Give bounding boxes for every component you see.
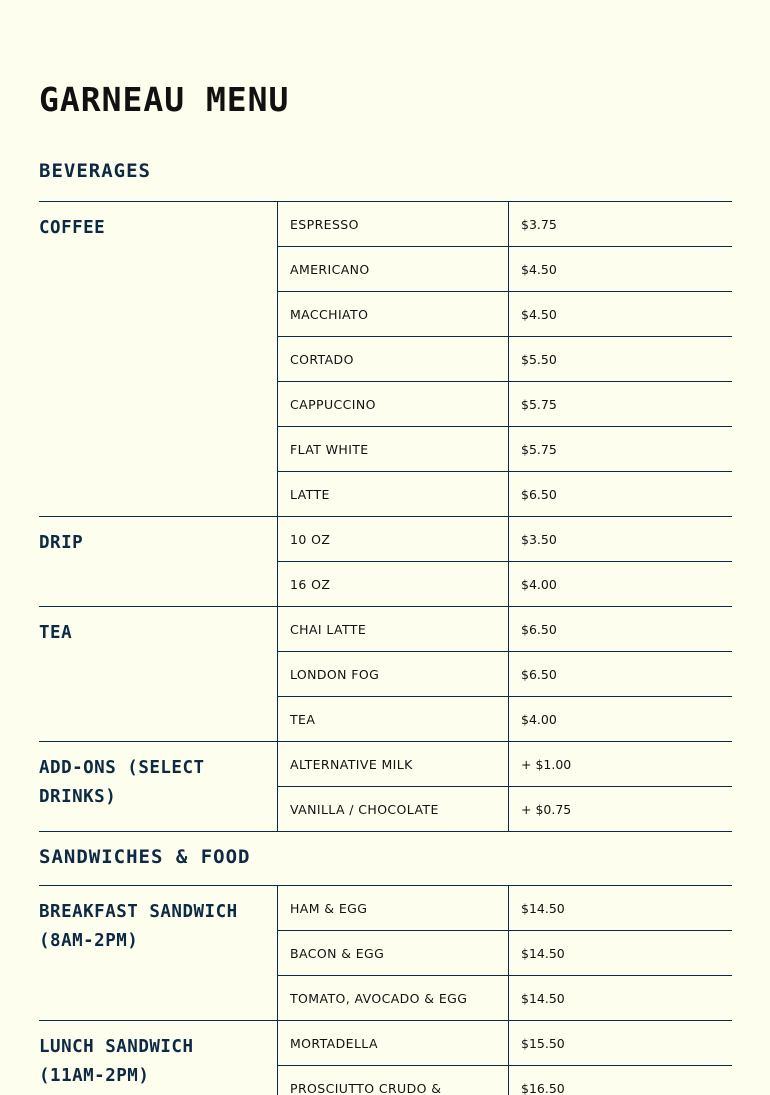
item-price: $6.50 <box>509 472 733 517</box>
item-price: + $1.00 <box>509 742 733 787</box>
item-name: ESPRESSO <box>278 202 509 247</box>
item-name: PROSCIUTTO CRUDO & <box>278 1066 509 1095</box>
item-price: $5.75 <box>509 427 733 472</box>
item-price: $4.00 <box>509 562 733 607</box>
item-name: 10 OZ <box>278 517 509 562</box>
item-name: VANILLA / CHOCOLATE <box>278 787 509 832</box>
beverages-table <box>39 201 732 832</box>
item-price: $16.50 <box>509 1066 733 1095</box>
category-drip: DRIP <box>39 517 278 607</box>
item-price: $6.50 <box>509 652 733 697</box>
sandwiches-food-table <box>39 885 732 1095</box>
item-price: $6.50 <box>509 607 733 652</box>
page-title: GARNEAU MENU <box>39 80 290 119</box>
section-title-beverages: BEVERAGES <box>39 160 151 182</box>
item-name: BACON & EGG <box>278 931 509 976</box>
item-price: $4.00 <box>509 697 733 742</box>
item-name: TEA <box>278 697 509 742</box>
item-price: $5.50 <box>509 337 733 382</box>
item-price: $4.50 <box>509 247 733 292</box>
item-price: $3.75 <box>509 202 733 247</box>
category-add-ons-select-drinks: ADD-ONS (SELECT DRINKS) <box>39 742 278 832</box>
category-breakfast-sandwich-8am-2pm: BREAKFAST SANDWICH (8AM-2PM) <box>39 886 278 1021</box>
item-price: + $0.75 <box>509 787 733 832</box>
item-name: TOMATO, AVOCADO & EGG <box>278 976 509 1021</box>
item-name: CORTADO <box>278 337 509 382</box>
item-name: LATTE <box>278 472 509 517</box>
category-lunch-sandwich-11am-2pm: LUNCH SANDWICH (11AM-2PM) <box>39 1021 278 1095</box>
item-price: $14.50 <box>509 886 733 931</box>
item-price: $14.50 <box>509 931 733 976</box>
item-name: MACCHIATO <box>278 292 509 337</box>
item-name: MORTADELLA <box>278 1021 509 1066</box>
category-coffee: COFFEE <box>39 202 278 517</box>
menu-row <box>39 607 732 652</box>
item-price: $5.75 <box>509 382 733 427</box>
item-name: CAPPUCCINO <box>278 382 509 427</box>
item-price: $3.50 <box>509 517 733 562</box>
item-name: CHAI LATTE <box>278 607 509 652</box>
item-name: 16 OZ <box>278 562 509 607</box>
item-name: LONDON FOG <box>278 652 509 697</box>
menu-row <box>39 886 732 931</box>
category-tea: TEA <box>39 607 278 742</box>
section-title-sandwiches-food: SANDWICHES & FOOD <box>39 846 251 868</box>
item-name: FLAT WHITE <box>278 427 509 472</box>
menu-row <box>39 202 732 247</box>
menu-row <box>39 1021 732 1066</box>
item-price: $4.50 <box>509 292 733 337</box>
item-name: HAM & EGG <box>278 886 509 931</box>
item-name: AMERICANO <box>278 247 509 292</box>
item-price: $14.50 <box>509 976 733 1021</box>
menu-row <box>39 517 732 562</box>
item-price: $15.50 <box>509 1021 733 1066</box>
item-name: ALTERNATIVE MILK <box>278 742 509 787</box>
menu-row <box>39 742 732 787</box>
